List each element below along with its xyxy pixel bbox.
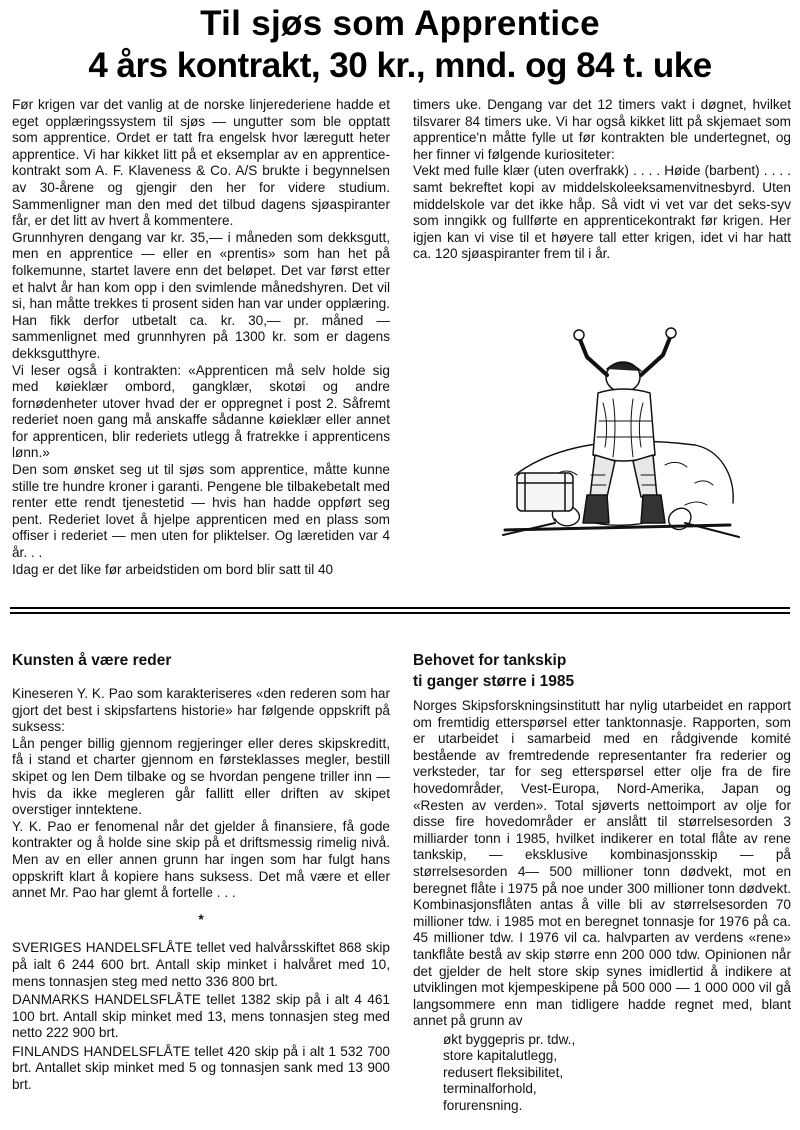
separator-asterisk: * [198, 911, 204, 927]
article-paragraph: Før krigen var det vanlig at de norske linjerederiene hadde et eget opplæringssystem til sjøs — ungutter som ble opptatt som apprentice. Ordet er tatt fra engelsk hvor læregutt heter apprentice. Vi har kikket litt på et eksemplar av en apprentice-kontrakt som A. F. Klaveness & Co. A/S brukte i begynnelsen av 30-årene og gjengir den her for videre studium. Sammenligner man den med det tilbud dagens sjøaspiranter får, er det litt av hvert å kommentere. [12, 97, 390, 229]
article-paragraph: Y. K. Pao er fenomenal når det gjelder å finansiere, få gode kontrakter og å holde sine skip på et driftsmessig rimelig nivå. Men av en eller annen grunn har ingen som har fulgt hans oppskrift klart å kopiere hans suksess. Det må være et eller annet Mr. Pao har glemt å fortelle . . . [12, 818, 390, 901]
article-paragraph: Den som ønsket seg ut til sjøs som apprentice, måtte kunne stille tre hundre kroner i garanti. Pengene ble tilbakebetalt med renter ette rendt tjenestetid — hvis han hadde oppført seg pent. Rederiet lovet å hjelpe apprenticen med en plass som offiser i rederiet — men uten for pliktelser. Og læretiden var 4 år. . . [12, 462, 390, 561]
section-divider [10, 612, 790, 614]
list-item: forurensning. [443, 1097, 523, 1113]
article-paragraph: Kineseren Y. K. Pao som karakteriseres «den rederen som har gjort det best i skipsfartens historie» har følgende oppskrift på suksess: [12, 686, 390, 735]
list-item: terminalforhold, [443, 1081, 537, 1097]
article-paragraph: Idag er det like før arbeidstiden om bord blir satt til 40 [12, 561, 334, 577]
tanker-article-column [413, 698, 791, 1114]
pao-article-column [12, 686, 390, 1096]
article-paragraph: Grunnhyren dengang var kr. 35,— i måneden som dekksgutt, men en apprentice — eller en «prentis» som han het på folkemunne, startet lavere enn det beløpet. Det var først etter et halvt år han kom opp i den svimlende månedshyren. Det vil si, han måtte trekkes ti prosent siden han var under opplæring. Han fikk derfor utbetalt ca. kr. 30,— pr. måned — sammenlignet med grunnhyren på 1300 kr. som er dagens dekksgutthyre. [12, 229, 390, 361]
list-item: store kapitalutlegg, [443, 1048, 558, 1064]
reasons-list [443, 1032, 791, 1114]
article-paragraph: Norges Skipsforskningsinstitutt har nylig utarbeidet en rapport om fremtidig etterspørsel etter tanktonnasje. Rapporten, som er utarbeidet i samarbeid med en rådgivende komité bestående av fremtredende representanter fra rederier og verksteder, tar for seg etterspørsel etter olje fra de fire hovedområder, Vest-Europa, Nord-Amerika, Japan og «Resten av verden». Total sjøverts nettoimport av olje for disse fire hovedområder er anslått til størrelsesorden 3 milliarder tonn i 1985, hvilket indikerer en total flåte av rene tankskip, — eksklusive kombinasjonsskip — på størrelsesorden 4— 500 millioner tonn dødvekt, mot en beregnet flåte i 1975 på noe under 300 millioner tonn dødvekt. Kombinasjonsflåten antas å ville bli av størrelsesorden 70 millioner tdw. i 1985 mot en beregnet tonnasje for 1976 på ca. 45 millioner tdw. I 1976 vil ca. halvparten av verdens «rene» tankflåte bestå av skip større enn 200 000 tdw. Opinionen når det gjelder de helt store skip synes imidlertid å indikere at utviklingen mot kjempeskipene på 500 000 — 1 000 000 vil gå langsommere enn man tidligere hadde regnet med, blant annet på grunn av [413, 698, 791, 1029]
list-item: redusert fleksibilitet, [443, 1064, 564, 1080]
headline-line-1: Til sjøs som Apprentice [200, 4, 600, 43]
article-paragraph: Lån penger billig gjennom regjeringer eller deres skipskreditt, få i stand et charter gjennom en førsteklasses megler, bestill skipet og len Dem tilbake og se hvordan pengene triller inn — hvis da ikke megleren går fallitt eller driften av skipet overstiger inntektene. [12, 735, 390, 818]
fleet-news-item: DANMARKS HANDELSFLÅTE tellet 1382 skip på i alt 4 461 100 brt. Antall skip minket med 13, mens tonnasjen steg med netto 222 900 brt. [12, 992, 390, 1041]
headline-line-2: 4 års kontrakt, 30 kr., mnd. og 84 t. uke [88, 46, 712, 85]
article-paragraph: Vi leser også i kontrakten: «Apprenticen må selv holde sig med køieklær ombord, gangklær, skotøi og andre fornødenheter utover hvad der er oppregnet i post 2. Såfremt rederiet noen gang må anskaffe sådanne køieklær eller annet for apprenticen, blir rederiets utlegg å fratrekke i apprenticens lønn.» [12, 362, 390, 461]
list-item: økt byggepris pr. tdw., [443, 1031, 576, 1047]
section-divider [10, 607, 790, 609]
fleet-news [12, 940, 390, 1093]
section-subtitle: ti ganger større i 1985 [413, 673, 575, 690]
article-paragraph: timers uke. Dengang var det 12 timers vakt i døgnet, hvilket tilsvarer 84 timers uke. Vi har også kikket litt på skjemaet som apprentice'n måtte fylle ut før kontrakten ble undertegnet, og her finner vi følgende kuriositeter: [413, 97, 791, 162]
fleet-news-item: FINLANDS HANDELSFLÅTE tellet 420 skip på i alt 1 532 700 brt. Antallet skip minket med 5 og tonnasjen sank med 13 900 brt. [12, 1043, 390, 1093]
apprentice-article-right-column [413, 97, 791, 263]
section-title: Kunsten å være reder [12, 652, 172, 669]
apprentice-article-left-column [12, 97, 390, 578]
sailor-with-sea-chest-illustration [495, 325, 745, 565]
fleet-news-item: SVERIGES HANDELSFLÅTE tellet ved halvårsskiftet 868 skip på ialt 6 244 600 brt. Antall skip minket i halvåret med 10, mens tonnasjen steg med netto 336 800 brt. [12, 940, 390, 989]
article-paragraph: Vekt med fulle klær (uten overfrakk) . . . . Høide (barbent) . . . . samt bekreftet kopi av middelskoleeksamenvitnesbyrd. Uten middelskole var det ikke håp. Så vidt vi vet var det seks-syv som inngikk og fullførte en apprenticekontrakt før krigen. Her igjen kan vi vise til et høyere tall etter krigen, idet vi har hatt ca. 120 sjøaspiranter frem til i år. [413, 163, 791, 262]
section-title: Behovet for tankskip [413, 652, 567, 669]
